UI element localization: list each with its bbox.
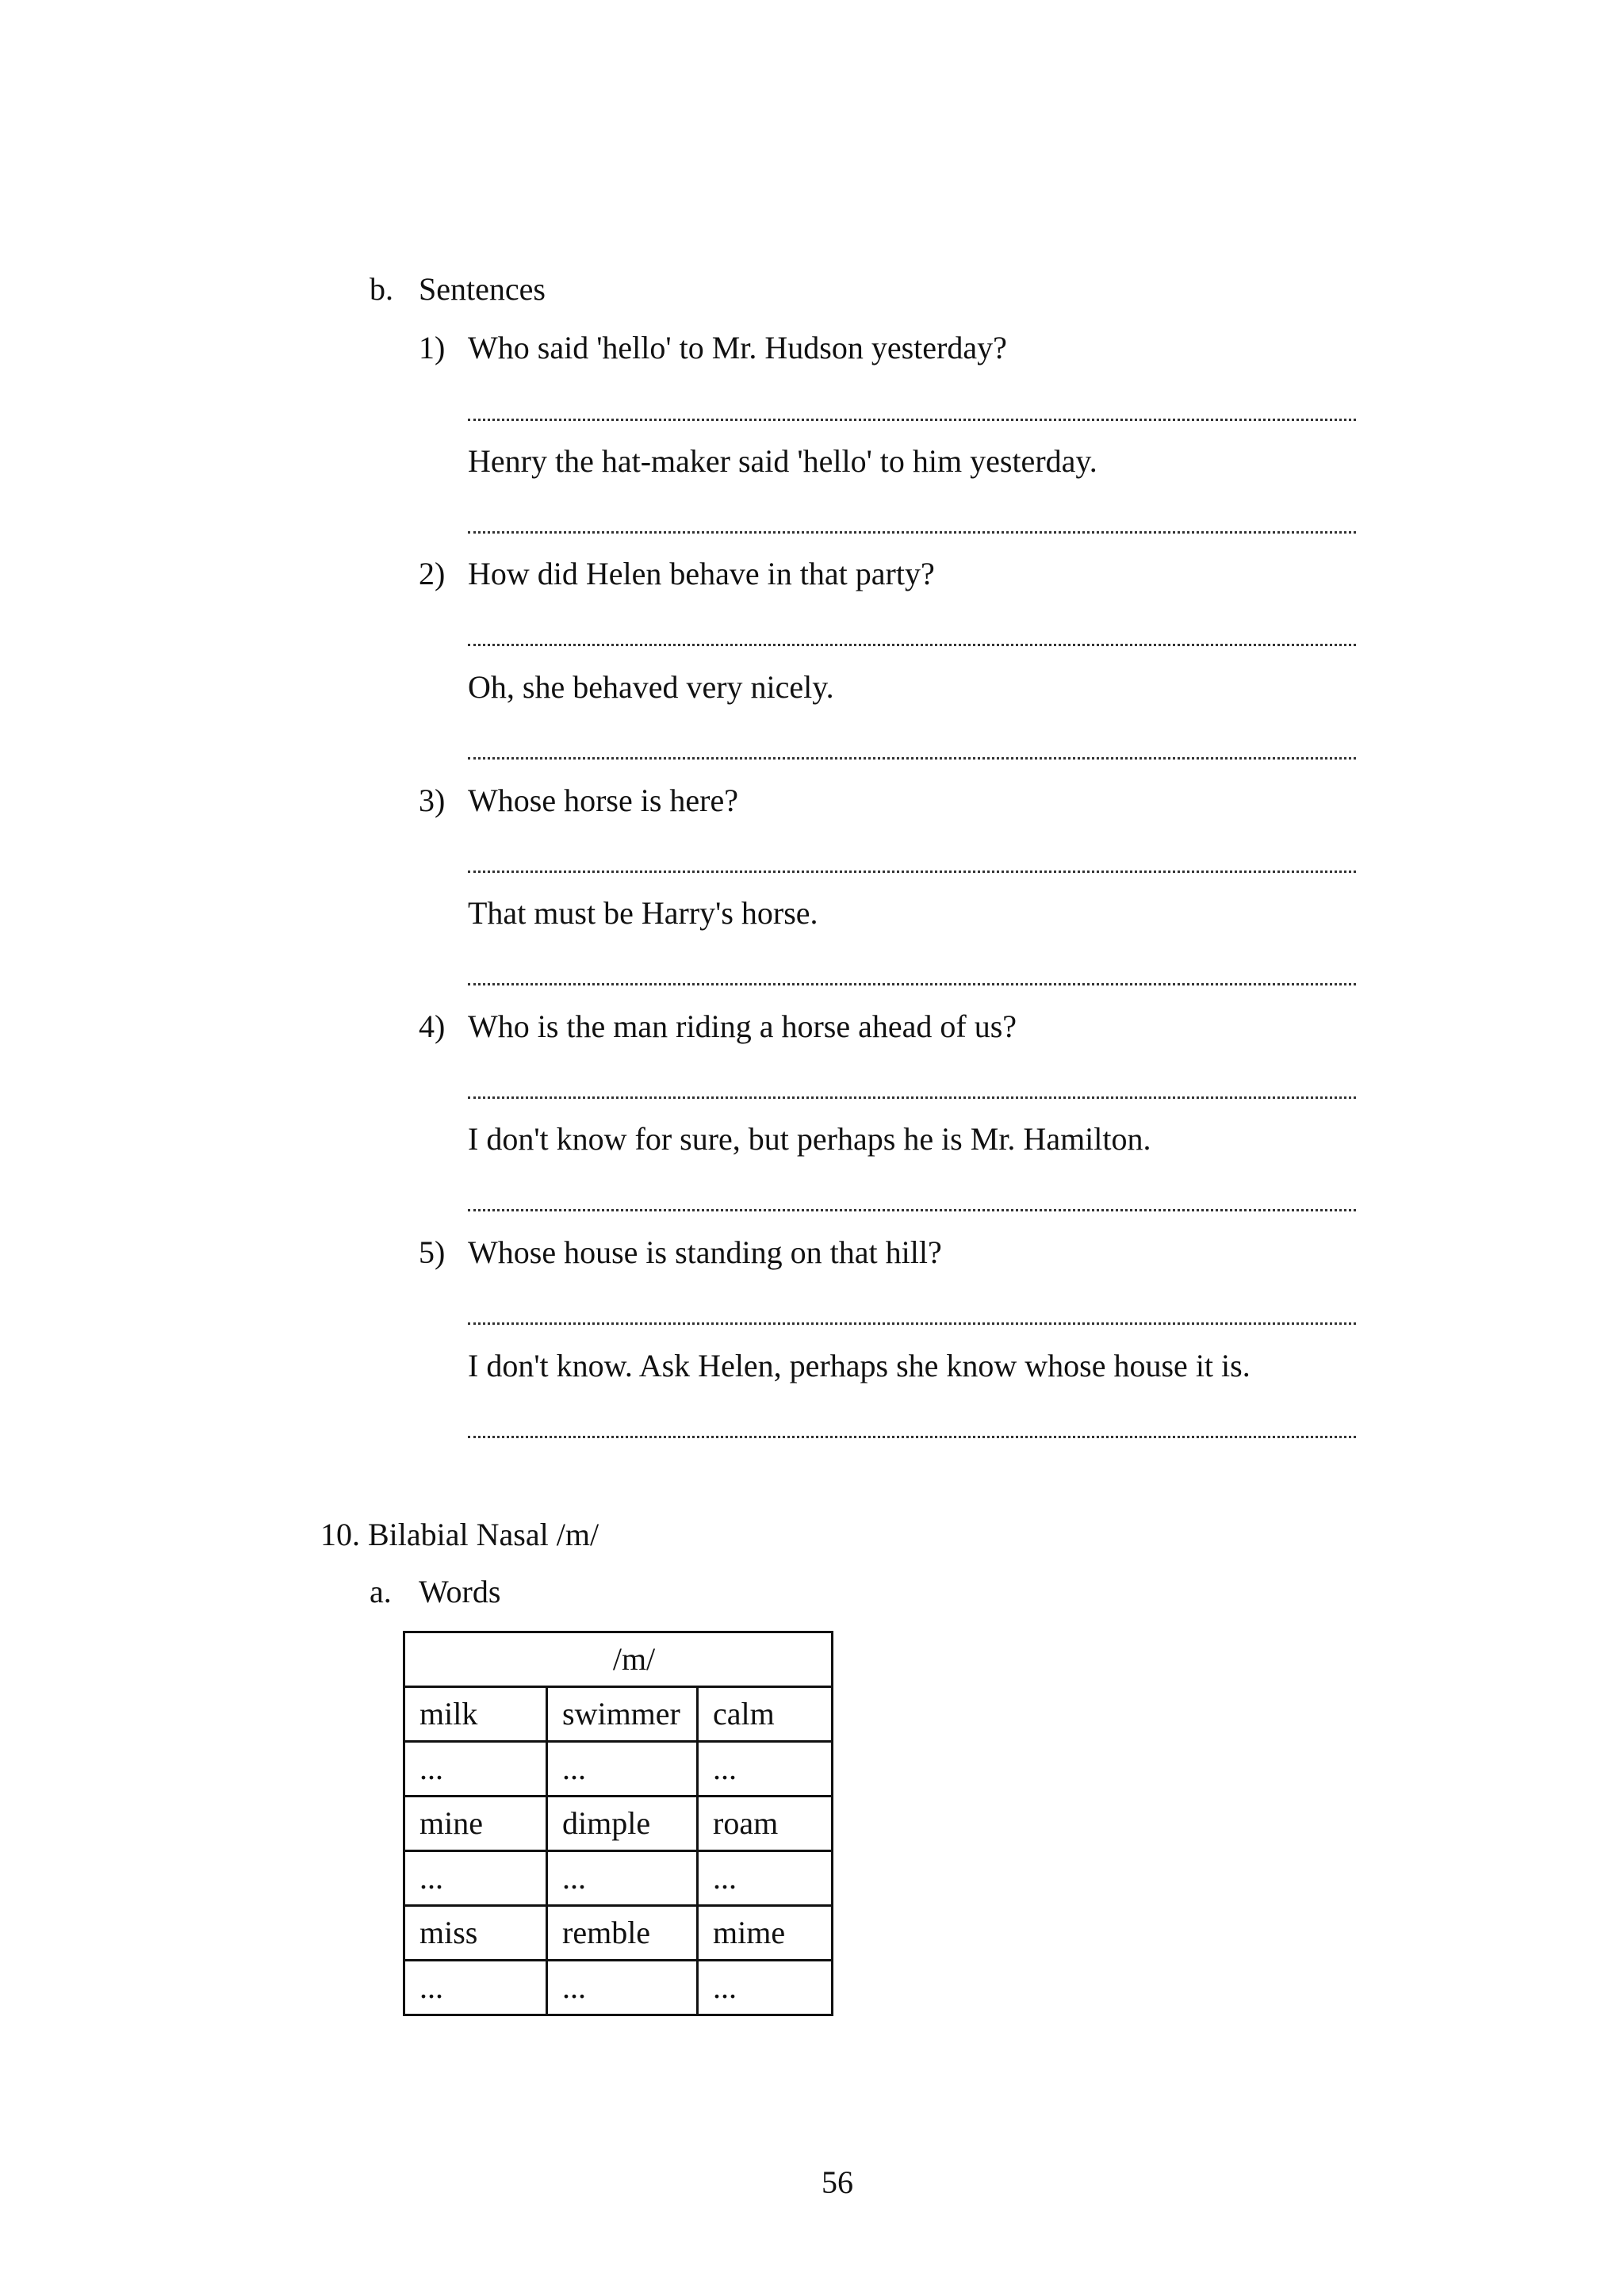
- item-number: 2): [419, 556, 446, 591]
- table-cell: ...: [404, 1851, 547, 1906]
- table-row: [404, 1687, 833, 1742]
- table-cell: ...: [404, 1742, 547, 1797]
- words-table: [403, 1631, 833, 2016]
- item-number: 3): [419, 783, 446, 818]
- table-cell: milk: [404, 1687, 547, 1742]
- table-row: [404, 1742, 833, 1797]
- answer-line: [468, 757, 1356, 760]
- item-number: 4): [419, 1008, 446, 1044]
- page-number: 56: [822, 2164, 853, 2200]
- table-cell: swimmer: [547, 1687, 698, 1742]
- section-10a-marker: a.: [370, 1574, 392, 1609]
- answer-line: [468, 1322, 1356, 1325]
- table-cell: ...: [698, 1742, 833, 1797]
- answer-text: Henry the hat-maker said 'hello' to him yesterday.: [468, 443, 1097, 479]
- table-row: [404, 1906, 833, 1961]
- answer-text: Oh, she behaved very nicely.: [468, 669, 834, 705]
- table-cell: ...: [547, 1742, 698, 1797]
- answer-line: [468, 419, 1356, 421]
- section-10-heading: 10. Bilabial Nasal /m/: [320, 1517, 599, 1552]
- table-cell: ...: [404, 1961, 547, 2015]
- answer-line: [468, 983, 1356, 985]
- table-header: /m/: [404, 1632, 833, 1687]
- question-text: Whose horse is here?: [468, 783, 738, 818]
- question-text: Whose house is standing on that hill?: [468, 1234, 942, 1270]
- section-b-marker: b.: [370, 271, 393, 307]
- question-text: Who said 'hello' to Mr. Hudson yesterday?: [468, 330, 1007, 365]
- table-header-row: [404, 1632, 833, 1687]
- table-row: [404, 1851, 833, 1906]
- table-cell: roam: [698, 1797, 833, 1851]
- answer-line: [468, 1209, 1356, 1211]
- answer-line: [468, 644, 1356, 646]
- answer-line: [468, 1096, 1356, 1099]
- item-number: 5): [419, 1234, 446, 1270]
- table-row: [404, 1961, 833, 2015]
- table-cell: ...: [698, 1961, 833, 2015]
- table-cell: remble: [547, 1906, 698, 1961]
- table-cell: dimple: [547, 1797, 698, 1851]
- answer-text: I don't know. Ask Helen, perhaps she know whose house it is.: [468, 1348, 1251, 1383]
- answer-line: [468, 531, 1356, 534]
- table-row: [404, 1797, 833, 1851]
- section-b-heading: Sentences: [419, 271, 546, 307]
- answer-text: That must be Harry's horse.: [468, 895, 818, 931]
- answer-line: [468, 871, 1356, 873]
- table-cell: mime: [698, 1906, 833, 1961]
- answer-line: [468, 1436, 1356, 1438]
- question-text: How did Helen behave in that party?: [468, 556, 935, 591]
- item-number: 1): [419, 330, 446, 365]
- table-cell: ...: [698, 1851, 833, 1906]
- table-cell: ...: [547, 1961, 698, 2015]
- section-10a-heading: Words: [419, 1574, 501, 1609]
- answer-text: I don't know for sure, but perhaps he is Mr. Hamilton.: [468, 1121, 1151, 1157]
- table-cell: calm: [698, 1687, 833, 1742]
- table-cell: mine: [404, 1797, 547, 1851]
- table-cell: miss: [404, 1906, 547, 1961]
- table-cell: ...: [547, 1851, 698, 1906]
- question-text: Who is the man riding a horse ahead of us?: [468, 1008, 1017, 1044]
